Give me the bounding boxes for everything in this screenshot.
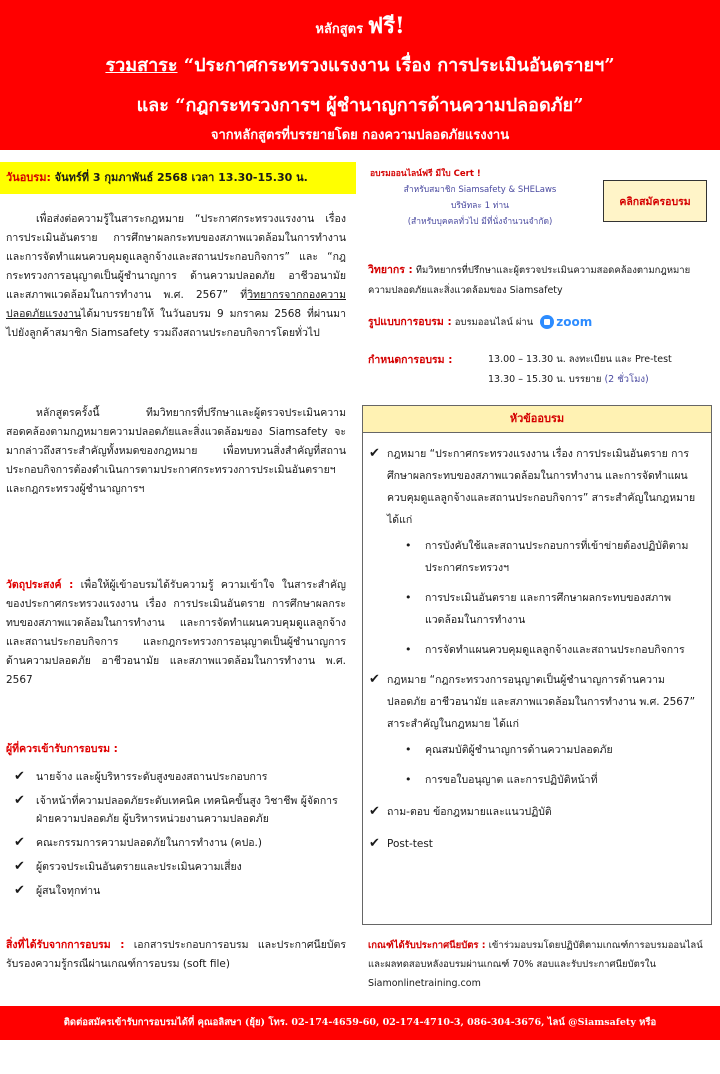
topic-item — [369, 443, 703, 531]
topic-item — [369, 669, 703, 735]
member-note: สำหรับสมาชิก Siamsafety & SHELaws — [403, 185, 557, 195]
topic-item — [369, 833, 703, 855]
format-line — [368, 312, 592, 333]
schedule-row-2-text: 13.30 – 15.30 น. บรรยาย — [488, 374, 605, 385]
audience-item — [14, 792, 354, 828]
subitem-text: การประเมินอันตราย และการศึกษาผลกระทบของสภาพแวดล้อมในการทำงาน — [425, 592, 671, 626]
intro-paragraph-2 — [6, 404, 346, 499]
audience-item-text: คณะกรรมการความปลอดภัยในการทำงาน (คปอ.) — [36, 837, 262, 849]
intro-underlined: วิทยากรจากกองความปลอดภัยแรงงาน — [6, 289, 346, 320]
subitem-text: คุณสมบัติผู้ชำนาญการด้านความปลอดภัย — [425, 744, 613, 756]
header-line1 — [0, 8, 720, 43]
header-line2-text: “ประกาศกระทรวงแรงงาน เรื่อง การประเมินอันตรายฯ” — [177, 55, 615, 76]
check-icon: ✔ — [14, 835, 25, 850]
register-button[interactable]: คลิกสมัครอบรม — [603, 180, 707, 222]
bullet-icon: • — [405, 773, 412, 786]
format-text: อบรมออนไลน์ ผ่าน — [451, 317, 534, 328]
format-label: รูปแบบการอบรม : — [368, 316, 452, 328]
benefits-text: เอกสารประกอบการอบรม และประกาศนียบัตรรับรองความรู้กรณีผ่านเกณฑ์การอบรม (soft file) — [6, 939, 346, 970]
cert-label: เกณฑ์ได้รับประกาศนียบัตร : — [368, 940, 486, 951]
speaker-line — [368, 260, 708, 301]
check-icon: ✔ — [14, 859, 25, 874]
check-icon: ✔ — [14, 793, 25, 808]
online-free-title: อบรมออนไลน์ฟรี มีใบ Cert ! — [370, 169, 481, 179]
bullet-icon: • — [405, 743, 412, 756]
audience-list — [14, 768, 354, 906]
topics-body — [363, 433, 711, 855]
topic-text: ถาม-ตอบ ข้อกฎหมายและแนวปฏิบัติ — [387, 806, 552, 818]
check-icon: ✔ — [369, 836, 380, 851]
topics-box — [362, 405, 712, 925]
audience-item-text: เจ้าหน้าที่ความปลอดภัยระดับเทคนิค เทคนิคขั้นสูง วิชาชีพ ผู้จัดการฝ่ายความปลอดภัย ผู้บริหารหน่วยงานความปลอดภัย — [36, 795, 338, 825]
free-label: ฟรี! — [367, 13, 405, 39]
check-icon: ✔ — [14, 883, 25, 898]
benefits-label: สิ่งที่ได้รับจากการอบรม : — [6, 939, 125, 951]
contact-footer: ติดต่อสมัครเข้ารับการอบรมได้ที่ คุณอลิสษา (ยุ้ย) โทร. 02-174-4659-60, 02-174-4710-3, 086-304-3676, ไลน์ @Siamsafety หรือ myadmin@siamsafety.com — [0, 1006, 720, 1040]
training-date-bar — [0, 162, 356, 194]
speaker-label: วิทยากร : — [368, 264, 413, 276]
check-icon: ✔ — [369, 804, 380, 819]
header-line2 — [0, 50, 720, 79]
audience-item — [14, 834, 354, 852]
audience-item — [14, 768, 354, 786]
schedule-row-1: 13.00 – 13.30 น. ลงทะเบียน และ Pre-test — [488, 354, 672, 365]
topic-subitem — [369, 739, 703, 761]
intro-text-2: หลักสูตรครั้งนี้ ทีมวิทยากรที่ปรึกษาและผู้ตรวจประเมินความสอดคล้องตามกฎหมายความปลอดภัยและสิ่งแวดล้อมของ Siamsafety จะมากล่าวถึงสาระสำคัญทั้งหมดของกฎหมาย เพื่อทบทวนสิ่งสำคัญที่สถานประกอบกิจการต้องดำเนินการตามประกาศกระทรวงการประเมินอันตรายฯ และกฎกระทรวงผู้ชำนาญการฯ — [6, 407, 346, 495]
course-label: หลักสูตร — [315, 22, 364, 37]
zoom-logo — [540, 312, 592, 333]
schedule-label: กำหนดการอบรม : — [368, 354, 453, 366]
subitem-text: การขอใบอนุญาต และการปฏิบัติหน้าที่ — [425, 774, 598, 786]
topic-subitem — [369, 639, 703, 661]
topic-text: Post-test — [387, 838, 433, 850]
topic-subitem — [369, 769, 703, 791]
zoom-wordmark: zoom — [556, 315, 593, 330]
topic-text: กฎหมาย “กฎกระทรวงการอนุญาตเป็นผู้ชำนาญการด้านความปลอดภัย อาชีวอนามัย และสภาพแวดล้อมในการทำงาน พ.ศ. 2567” สาระสำคัญในกฎหมาย ได้แก่ — [387, 674, 696, 730]
header-banner — [0, 0, 720, 150]
topic-text: กฎหมาย “ประกาศกระทรวงแรงงาน เรื่อง การประเมินอันตราย การศึกษาผลกระทบของสภาพแวดล้อมในการทำงาน และการจัดทำแผนควบคุมดูแลลูกจ้างและสถานประกอบกิจการ” สาระสำคัญในกฎหมาย ได้แก่ — [387, 448, 696, 526]
cert-text: เข้าร่วมอบรมโดยปฏิบัติตามเกณฑ์การอบรมออนไลน์และผลทดสอบหลังอบรมผ่านเกณฑ์ 70% สอบและรับประกาศนียบัตรใน Siamonlinetraining.com — [368, 940, 703, 989]
audience-item — [14, 858, 354, 876]
check-icon: ✔ — [369, 446, 380, 461]
training-date-value: จันทร์ที่ 3 กุมภาพันธ์ 2568 เวลา 13.30-15.30 น. — [50, 171, 308, 184]
subitem-text: การบังคับใช้และสถานประกอบการที่เข้าข่ายต้องปฏิบัติตามประกาศกระทรวงฯ — [425, 540, 689, 574]
benefits-paragraph — [6, 936, 346, 974]
bullet-icon: • — [405, 643, 412, 656]
intro-paragraph-1 — [6, 210, 346, 343]
audience-item — [14, 882, 354, 900]
header-line3: และ “กฎกระทรวงการฯ ผู้ชำนาญการด้านความปลอดภัย” — [136, 95, 584, 116]
check-icon: ✔ — [369, 672, 380, 687]
check-icon: ✔ — [14, 769, 25, 784]
bullet-icon: • — [405, 539, 412, 552]
public-seat-note: (สำหรับบุคคลทั่วไป มีที่นั่งจำนวนจำกัด) — [407, 217, 553, 227]
training-date-label: วันอบรม: — [6, 171, 51, 184]
schedule-heading — [368, 350, 452, 371]
bullet-icon: • — [405, 591, 412, 604]
speaker-text: ทีมวิทยากรที่ปรึกษาและผู้ตรวจประเมินความสอดคล้องตามกฎหมายความปลอดภัยและสิ่งแวดล้อมของ Siamsafety — [368, 265, 691, 296]
objective-text: เพื่อให้ผู้เข้าอบรมได้รับความรู้ ความเข้าใจ ในสาระสำคัญของประกาศกระทรวงแรงงาน เรื่อง การประเมินอันตราย การศึกษาผลกระทบของสภาพแวดล้อมในการทำงาน และการจัดทำแผนควบคุมดูแลลูกจ้างและสถานประกอบกิจการ และกฎกระทรวงการอนุญาตเป็นผู้ชำนาญการ ด้านความปลอดภัย อาชีวอนามัย และสภาพแวดล้อมในการทำงาน พ.ศ. 2567 — [6, 579, 346, 686]
audience-item-text: นายจ้าง และผู้บริหารระดับสูงของสถานประกอบการ — [36, 771, 268, 783]
audience-heading — [6, 740, 346, 759]
topic-subitem — [369, 587, 703, 631]
left-column — [0, 162, 360, 194]
objective-paragraph — [6, 576, 346, 690]
header-line4: จากหลักสูตรที่บรรยายโดย กองความปลอดภัยแรงงาน — [210, 128, 510, 143]
summary-label: รวมสาระ — [105, 55, 178, 76]
topic-subitem — [369, 535, 703, 579]
audience-label: ผู้ที่ควรเข้ารับการอบรม : — [6, 743, 118, 755]
schedule-duration: (2 ชั่วโมง) — [604, 374, 649, 385]
zoom-icon — [540, 315, 554, 329]
certificate-criteria — [368, 936, 708, 993]
audience-item-text: ผู้ตรวจประเมินอันตรายและประเมินความเสี่ยง — [36, 861, 242, 873]
objective-label: วัตถุประสงค์ : — [6, 579, 74, 591]
intro-text-b: ได้มาบรรยายให้ ในวันอบรม 9 มกราคม 2568 ที่ผ่านมา ไปยังลูกค้าสมาชิก Siamsafety รวมถึงสถานประกอบกิจการโดยทั่วไป — [6, 308, 346, 339]
schedule-row-2 — [488, 370, 649, 390]
online-free-box — [370, 166, 590, 230]
per-company-note: บริษัทละ 1 ท่าน — [451, 201, 509, 211]
audience-item-text: ผู้สนใจทุกท่าน — [36, 885, 101, 897]
subitem-text: การจัดทำแผนควบคุมดูแลลูกจ้างและสถานประกอบกิจการ — [425, 644, 685, 656]
topic-item — [369, 801, 703, 823]
intro-text-a: เพื่อส่งต่อความรู้ในสาระกฎหมาย “ประกาศกระทรวงแรงงาน เรื่อง การประเมินอันตราย การศึกษาผลกระทบของสภาพแวดล้อมในการทำงาน และการจัดทำแผนควบคุมดูแลลูกจ้างและสถานประกอบกิจการ” และ “กฎกระทรวงการอนุญาตเป็นผู้ชำนาญการ ด้านความปลอดภัย อาชีวอนามัย และสภาพแวดล้อมในการทำงาน พ.ศ. 2567” ที่ — [6, 213, 346, 301]
topics-title: หัวข้ออบรม — [363, 406, 711, 433]
